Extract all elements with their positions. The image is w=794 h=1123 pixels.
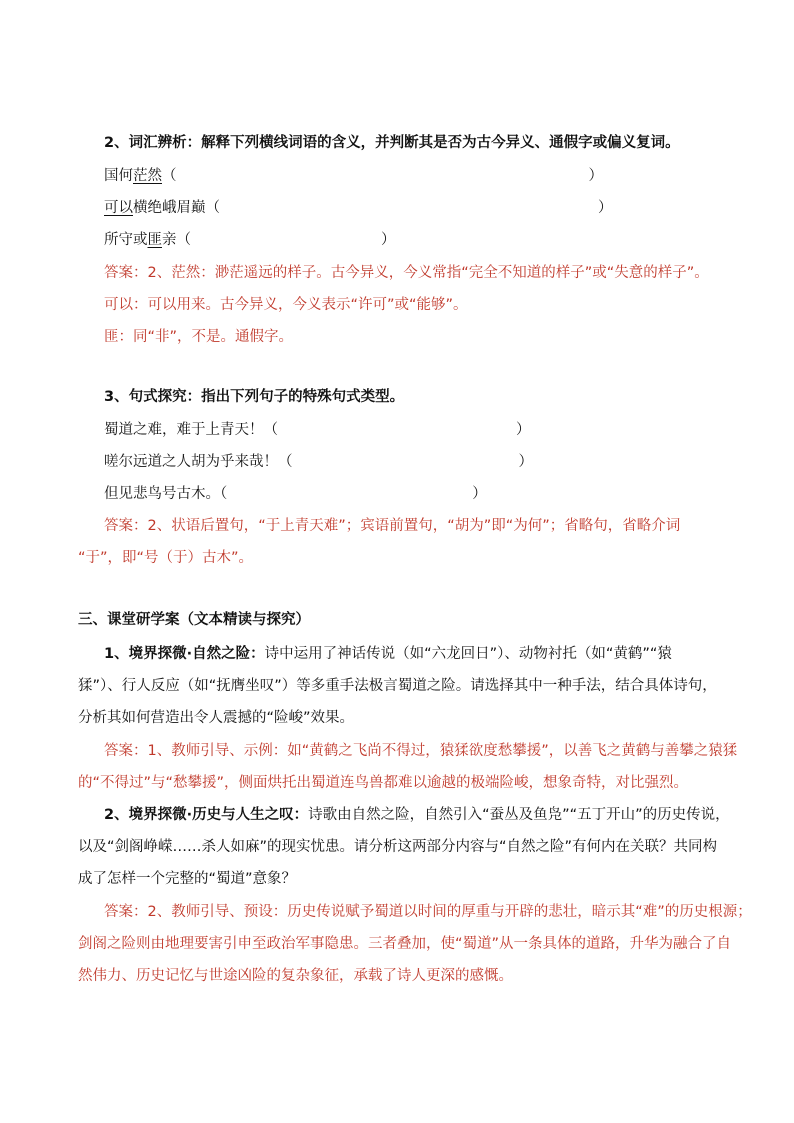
section-3-heading: 3、句式探究：指出下列句子的特殊句式类型。 — [104, 389, 405, 405]
inquiry-1-line-1 — [104, 644, 672, 664]
q2-word: 可以 — [104, 200, 133, 216]
sentence-3 — [104, 484, 487, 504]
inquiry-2-text-1: 诗歌由自然之险，自然引入“蚕丛及鱼凫”“五丁开山”的历史传说， — [308, 807, 730, 823]
sentence-2 — [104, 452, 533, 472]
q3-open: （ — [176, 232, 191, 248]
vocab-question-1 — [104, 166, 603, 186]
sentence-1-close: ） — [516, 422, 531, 438]
sentence-answer-line-2: “于”，即“号（于）古木”。 — [78, 550, 254, 566]
inquiry-1-line-2: 猱”）、行人反应（如“抚膺坐叹”）等多重手法极言蜀道之险。请选择其中一种手法，结合具体诗句， — [78, 678, 717, 694]
q3-close: ） — [381, 232, 396, 248]
inquiry-2-line-3: 成了怎样一个完整的“蜀道”意象？ — [78, 871, 297, 887]
section-2-heading: 2、词汇辨析：解释下列横线词语的含义，并判断其是否为古今异义、通假字或偏义复词。 — [104, 135, 680, 151]
q2-close: ） — [598, 200, 613, 216]
inquiry-2-answer-line-3: 然伟力、历史记忆与世途凶险的复杂象征，承载了诗人更深的感慨。 — [78, 968, 513, 984]
inquiry-2-line-1 — [104, 805, 730, 825]
q3-word: 匪 — [147, 232, 162, 248]
inquiry-2-line-2: 以及“剑阁峥嵘……杀人如麻”的现实忧患。请分析这两部分内容与“自然之险”有何内在关联？共同构 — [78, 839, 718, 855]
q1-open: （ — [162, 168, 177, 184]
q1-word: 茫然 — [133, 168, 162, 184]
inquiry-1-title: 1、境界探微·自然之险： — [104, 646, 265, 662]
inquiry-1-line-3: 分析其如何营造出令人震撼的“险峻”效果。 — [78, 710, 355, 726]
inquiry-1-answer-line-1: 答案：1、教师引导、示例：如“黄鹤之飞尚不得过，猿猱欲度愁攀援”，以善飞之黄鹤与善攀之猿猱 — [104, 743, 738, 759]
vocab-question-2 — [104, 198, 613, 218]
vocab-answer-2: 可以：可以用来。古今异义，今义表示“许可”或“能够”。 — [104, 297, 468, 313]
inquiry-1-text-1: 诗中运用了神话传说（如“六龙回日”）、动物衬托（如“黄鹤”“猿 — [264, 646, 672, 662]
q2-open: （ — [205, 200, 220, 216]
sentence-3-text: 但见悲鸟号古木。（ — [104, 486, 228, 502]
sentence-3-close: ） — [472, 486, 487, 502]
sentence-1-text: 蜀道之难，难于上青天！（ — [104, 422, 278, 438]
q2-rest: 横绝峨眉巅 — [133, 200, 206, 216]
inquiry-2-answer-line-1: 答案：2、教师引导、预设：历史传说赋予蜀道以时间的厚重与开辟的悲壮，暗示其“难”的历史根源； — [104, 904, 752, 920]
vocab-answer-1: 答案：2、茫然：渺茫遥远的样子。古今异义，今义常指“完全不知道的样子”或“失意的样子”。 — [104, 265, 709, 281]
vocab-question-3 — [104, 230, 396, 250]
q1-close: ） — [588, 168, 603, 184]
inquiry-1-answer-line-2: 的“不得过”与“愁攀援”，侧面烘托出蜀道连鸟兽都难以逾越的极端险峻，想象奇特，对比强烈。 — [78, 775, 689, 791]
q1-prefix: 国何 — [104, 168, 133, 184]
q3-prefix: 所守或 — [104, 232, 148, 248]
q3-rest: 亲 — [162, 232, 177, 248]
inquiry-2-answer-line-2: 剑阁之险则由地理要害引申至政治军事隐患。三者叠加，使“蜀道”从一条具体的道路，升华为融合了自 — [78, 936, 732, 952]
sentence-2-close: ） — [518, 454, 533, 470]
vocab-answer-3: 匪：同“非”，不是。通假字。 — [104, 329, 294, 345]
sentence-1 — [104, 420, 531, 440]
sentence-2-text: 嗟尔远道之人胡为乎来哉！（ — [104, 454, 293, 470]
part-3-heading: 三、课堂研学案（文本精读与探究） — [78, 612, 310, 628]
inquiry-2-title: 2、境界探微·历史与人生之叹： — [104, 807, 309, 823]
sentence-answer-line-1: 答案：2、状语后置句，“于上青天难”；宾语前置句，“胡为”即“为何”；省略句，省略介词 — [104, 518, 681, 534]
